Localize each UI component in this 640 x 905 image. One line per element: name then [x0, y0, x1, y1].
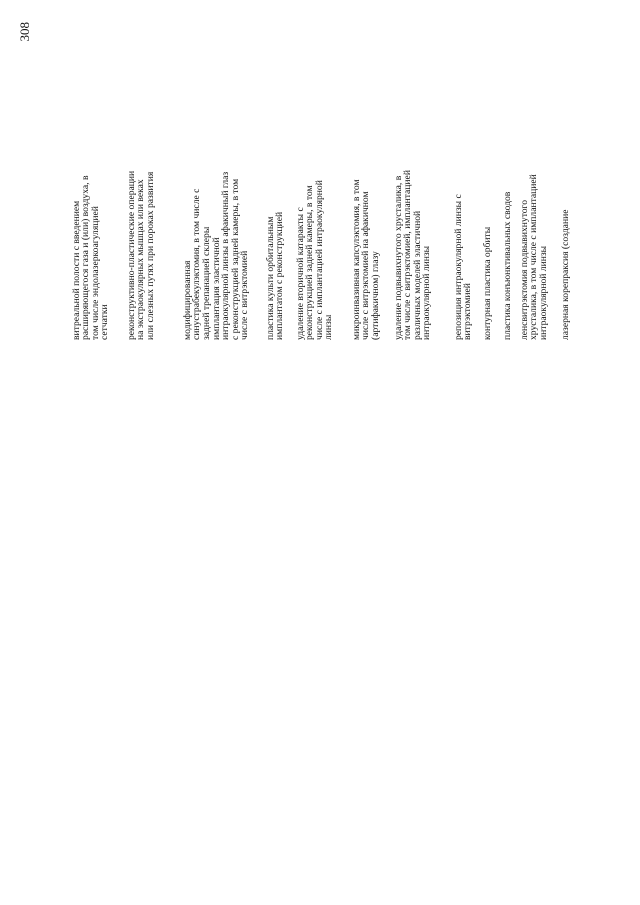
procedure-entry — [212, 120, 249, 340]
procedure-line: (артифакичном) глазу — [369, 251, 381, 340]
procedure-line: числе с имплантацией интраокулярной — [313, 180, 325, 340]
procedure-line: расширяющегося газа и (или) воздуха, в — [80, 175, 92, 340]
procedure-line: удаление вторичной катаракты с — [295, 207, 306, 340]
procedure-line: микроинвазивная капсулэктомия, в том — [351, 179, 362, 340]
procedure-line: интраокулярной линзы — [537, 245, 549, 340]
procedure-entry — [520, 120, 548, 340]
procedure-line: сетчатки — [98, 304, 110, 340]
procedure-line: интраокулярной линзы — [420, 245, 432, 340]
procedure-line: различных моделей эластичной — [411, 210, 423, 340]
procedure-entry — [183, 120, 211, 340]
procedure-line: контурная пластика орбиты — [482, 226, 493, 340]
procedure-entry — [561, 120, 570, 340]
page-number: 308 — [17, 22, 32, 42]
procedure-line: или слезных путях при пороках развития — [144, 171, 156, 340]
procedure-line: удаление подвывихнутого хрусталика, в — [393, 175, 404, 340]
procedure-entry — [266, 120, 285, 340]
procedure-entry — [352, 120, 380, 340]
procedure-entry — [127, 120, 155, 340]
procedure-line: на экстраокулярных мышцах или веках — [135, 179, 147, 340]
procedure-line: ленсвитрэктомия подвывихнутого — [519, 199, 530, 340]
procedure-line: модифицированная — [182, 260, 193, 340]
procedure-line: интраокулярной линзы в афакичный глаз — [220, 171, 232, 340]
procedure-line: пластика культи орбитальным — [265, 216, 276, 340]
procedure-line: задней трепанацией склеры — [200, 226, 212, 340]
procedure-line: синустрабекулэктомия, в том числе с — [191, 188, 203, 340]
rotated-content — [70, 120, 590, 340]
procedure-line: том числе эндолазеркоагуляцией — [89, 206, 101, 340]
procedure-line: пластика конъюнктивальных сводов — [502, 191, 513, 340]
procedure-entry — [503, 120, 512, 340]
procedure-line: том числе с витрэктомией, имплантацией — [402, 170, 414, 340]
procedure-line: имплантатом с реконструкцией — [274, 211, 286, 340]
procedure-entry — [394, 120, 431, 340]
procedure-entry — [483, 120, 492, 340]
procedure-line: числе с витрэктомией на афакичном — [360, 191, 372, 340]
procedure-list — [70, 120, 590, 340]
procedure-entry — [72, 120, 109, 340]
procedure-line: витреальной полости с введением — [71, 200, 82, 340]
procedure-line: реконструкцией задней камеры, в том — [304, 185, 316, 340]
procedure-line: имплантация эластичной — [211, 237, 222, 340]
procedure-line: с реконструкцией задней камеры, в том — [229, 178, 241, 340]
procedure-line: числе с витрэктомией — [238, 250, 250, 340]
procedure-line: лазерная корепраксия (создание — [560, 209, 571, 340]
procedure-entry — [296, 120, 333, 340]
procedure-line: реконструктивно-пластические операции — [126, 170, 137, 340]
procedure-line: хрусталика, в том числе с имплантацией — [528, 174, 540, 340]
procedure-entry — [454, 120, 473, 340]
procedure-line: витрэктомией — [462, 283, 474, 340]
procedure-line: линзы — [322, 314, 334, 340]
procedure-line: репозиция интраокулярной линзы с — [453, 194, 464, 340]
